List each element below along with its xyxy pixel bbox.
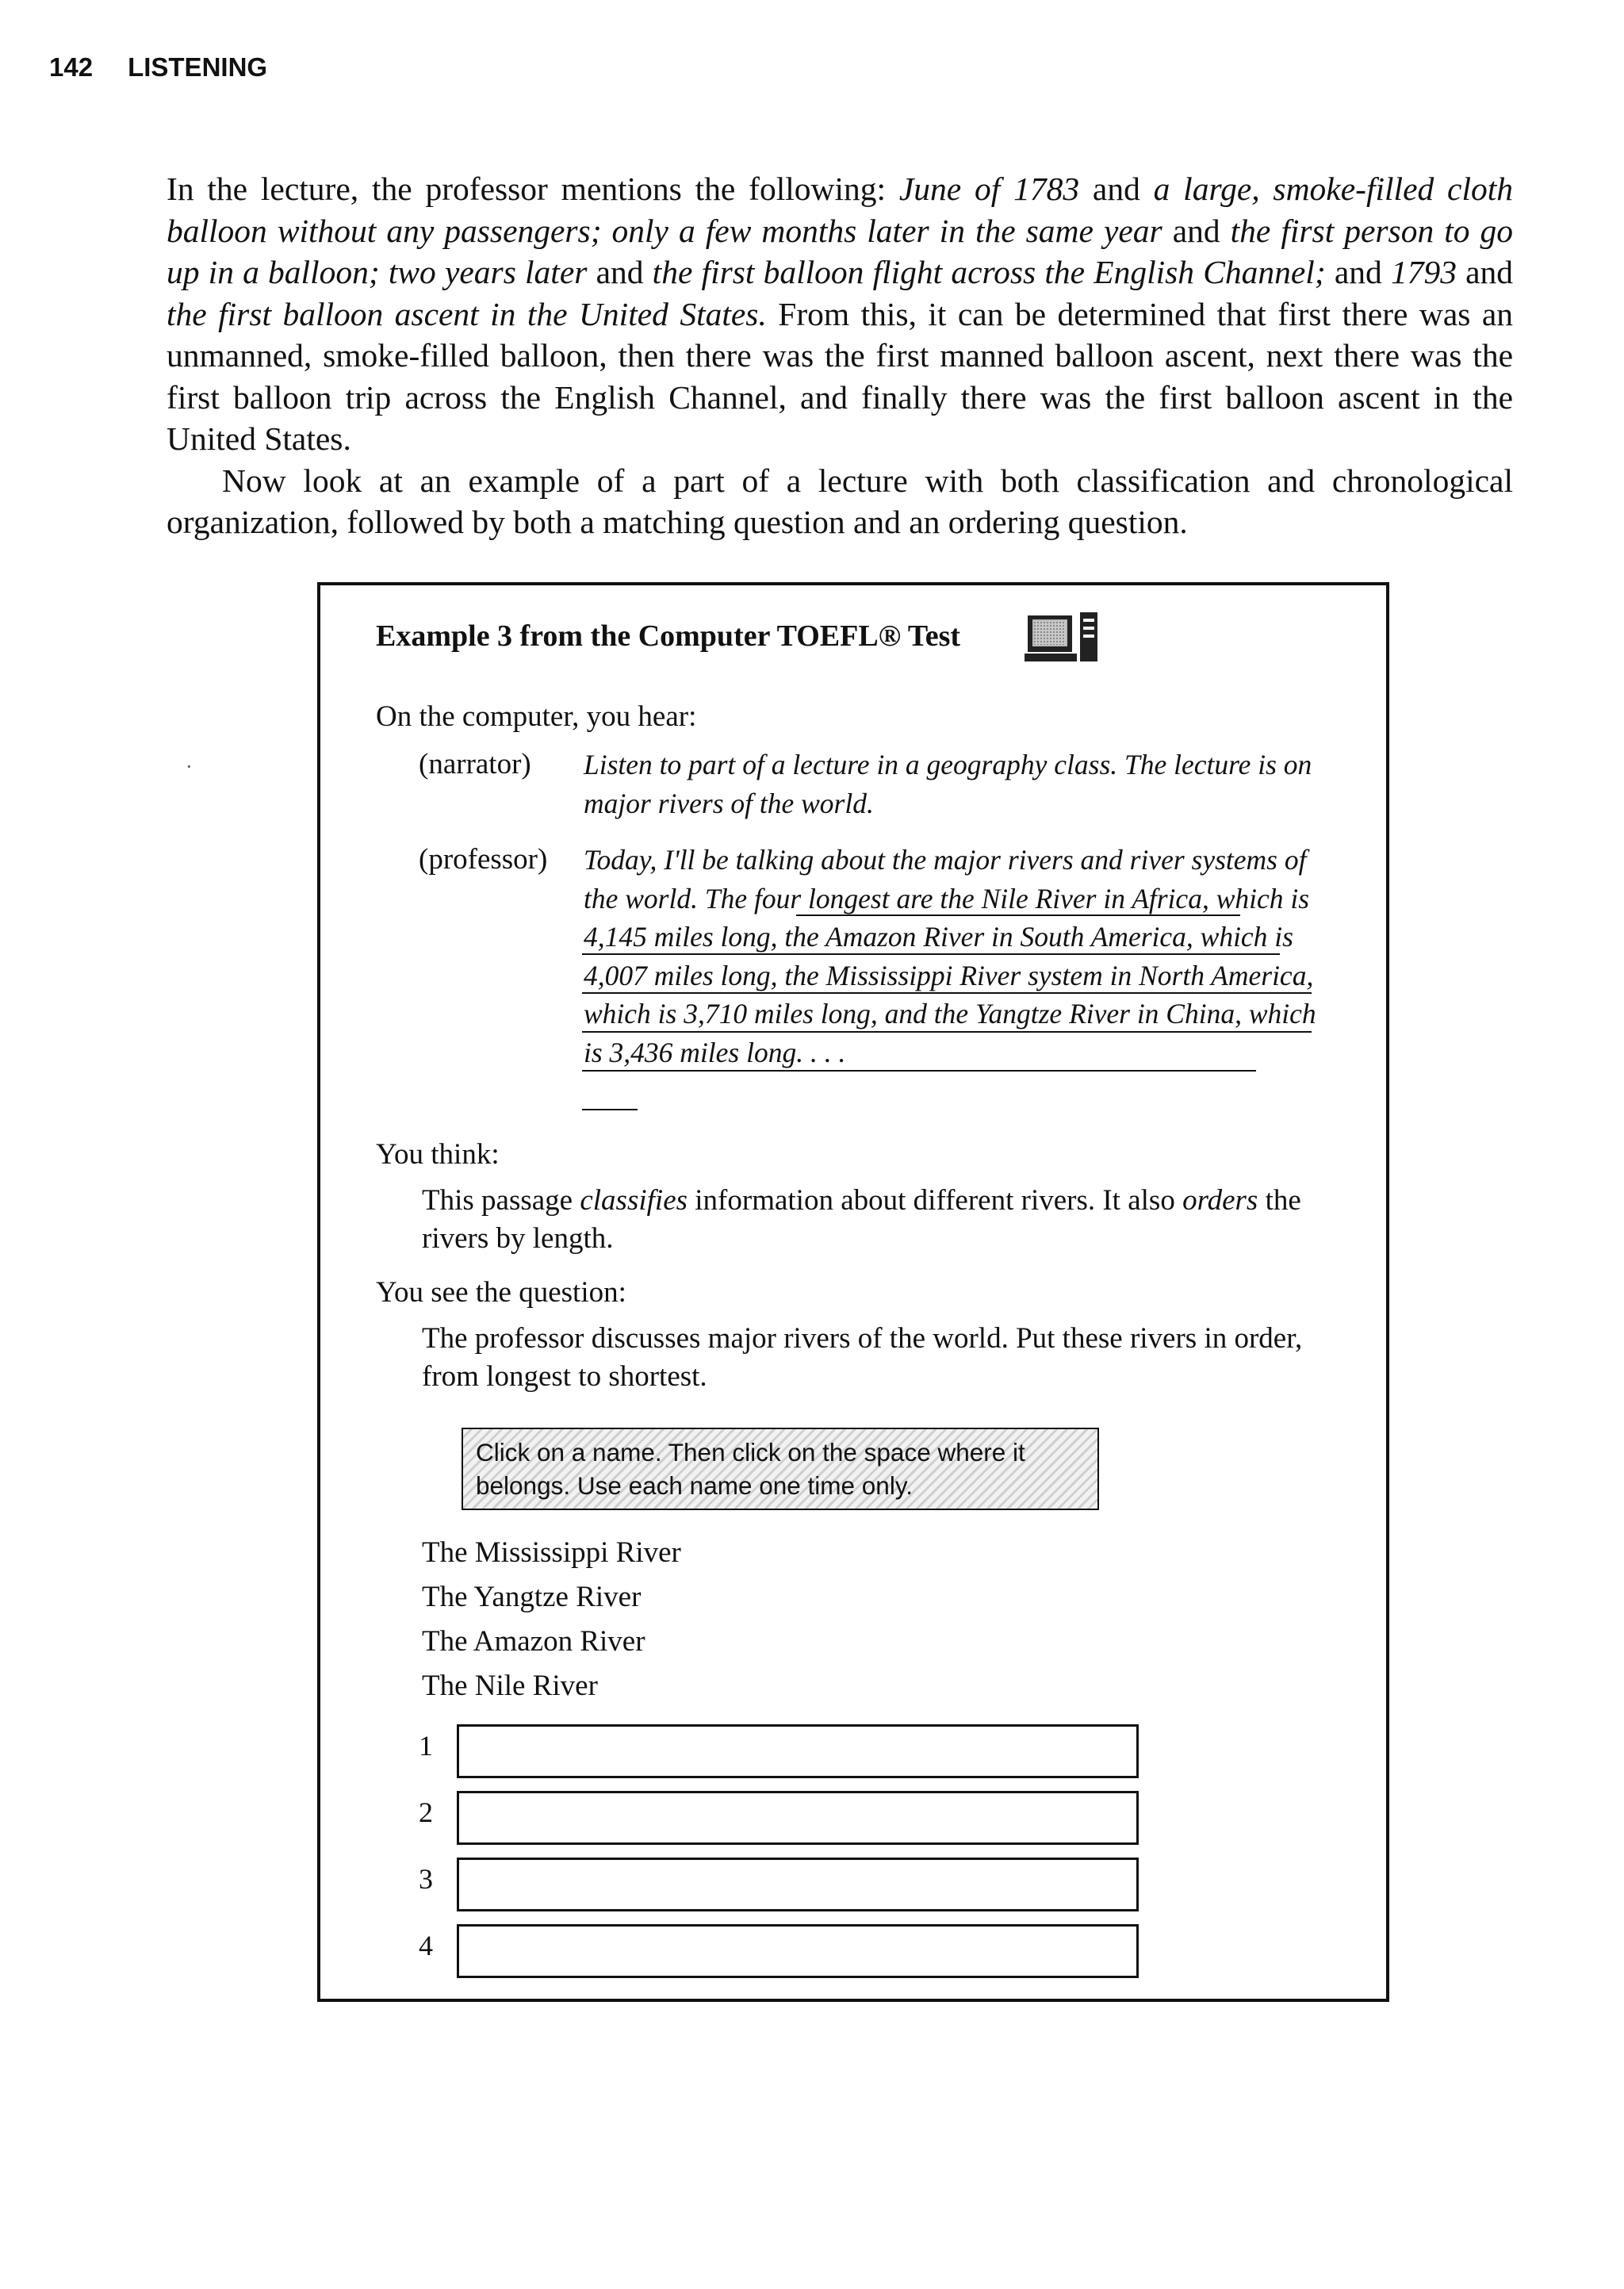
italic-run: the first person to go up in a balloon; two years later	[167, 212, 1514, 290]
river-option[interactable]: The Amazon River	[422, 1625, 645, 1658]
professor-text: Today, I'll be talking about the major rivers and river systems of the world. The four longest are the Nile River in Africa, which is 4,145 miles long, the Amazon River in South America, which is 4,007 miles long, the Mississippi River system in North America, which is 3,710 miles long, and the Yangtze River in China, which is 3,436 miles long. . . .	[584, 844, 1316, 1068]
slot-number: 3	[419, 1863, 433, 1895]
hear-label: On the computer, you hear:	[376, 700, 697, 733]
italic-run: the first balloon flight across the English Channel;	[652, 254, 1326, 290]
paragraph-1	[167, 168, 1513, 460]
italic-run: a large, smoke-filled cloth balloon without any passengers; only a few months later in the same year	[167, 171, 1514, 249]
river-option[interactable]: The Mississippi River	[422, 1536, 681, 1569]
text-run: and	[1079, 171, 1154, 207]
answer-slot-2[interactable]	[457, 1791, 1139, 1845]
answer-slot-4[interactable]	[457, 1924, 1139, 1978]
underline	[582, 992, 1312, 994]
text-run: This passage	[422, 1184, 580, 1217]
stray-mark: ·	[186, 755, 193, 778]
example-title: Example 3 from the Computer TOEFL® Test	[376, 619, 961, 653]
example-box	[317, 582, 1389, 2002]
slot-number: 4	[419, 1930, 433, 1961]
question-label: You see the question:	[376, 1276, 626, 1309]
section-title: LISTENING	[128, 52, 268, 82]
narrator-label: (narrator)	[419, 748, 531, 780]
paragraph-2: Now look at an example of a part of a lecture with both classification and chronological organization, followed by both a matching question and an ordering question.	[167, 462, 1513, 540]
text-run: information about different rivers. It also	[688, 1184, 1183, 1217]
think-label: You think:	[376, 1138, 500, 1171]
italic-run: orders	[1182, 1184, 1258, 1217]
river-option[interactable]: The Nile River	[422, 1670, 598, 1702]
italic-run: classifies	[580, 1184, 688, 1217]
text-run: From this, it can be determined that first there was an unmanned, smoke-filled balloon, then there was the first manned balloon ascent, next there was the first balloon trip across the English Channel, and finally there was the first balloon ascent in the United States.	[167, 295, 1514, 457]
underline	[582, 1109, 638, 1110]
text-run: and	[1456, 254, 1514, 290]
italic-run: the first balloon ascent in the United States.	[167, 295, 767, 332]
text-run: and	[1325, 254, 1391, 290]
text-run: the rivers by length.	[422, 1184, 1301, 1255]
running-head	[49, 52, 267, 82]
narrator-text: Listen to part of a lecture in a geography class. The lecture is on major rivers of the world.	[584, 749, 1312, 819]
text-run: In the lecture, the professor mentions the following:	[167, 171, 899, 207]
italic-run: 1793	[1390, 254, 1457, 290]
underline	[796, 914, 1240, 916]
river-option[interactable]: The Yangtze River	[422, 1581, 642, 1613]
think-text	[422, 1182, 1310, 1258]
slot-number: 1	[419, 1730, 433, 1762]
text-run: and	[1162, 212, 1231, 249]
answer-slot-3[interactable]	[457, 1858, 1139, 1911]
page-number: 142	[49, 52, 94, 82]
underline	[582, 953, 1280, 955]
professor-label: (professor)	[419, 843, 548, 876]
slot-number: 2	[419, 1796, 433, 1828]
question-text: The professor discusses major rivers of the world. Put these rivers in order, from longest to shortest.	[422, 1322, 1303, 1393]
italic-run: June of 1783	[898, 171, 1080, 207]
underline	[582, 1031, 1312, 1033]
answer-slot-1[interactable]	[457, 1724, 1139, 1778]
underline	[582, 1070, 1256, 1072]
text-run: and	[587, 254, 653, 290]
computer-icon	[1025, 609, 1101, 666]
body-text	[167, 168, 1513, 543]
instruction-box: Click on a name. Then click on the space where it belongs. Use each name one time only.	[462, 1428, 1099, 1510]
